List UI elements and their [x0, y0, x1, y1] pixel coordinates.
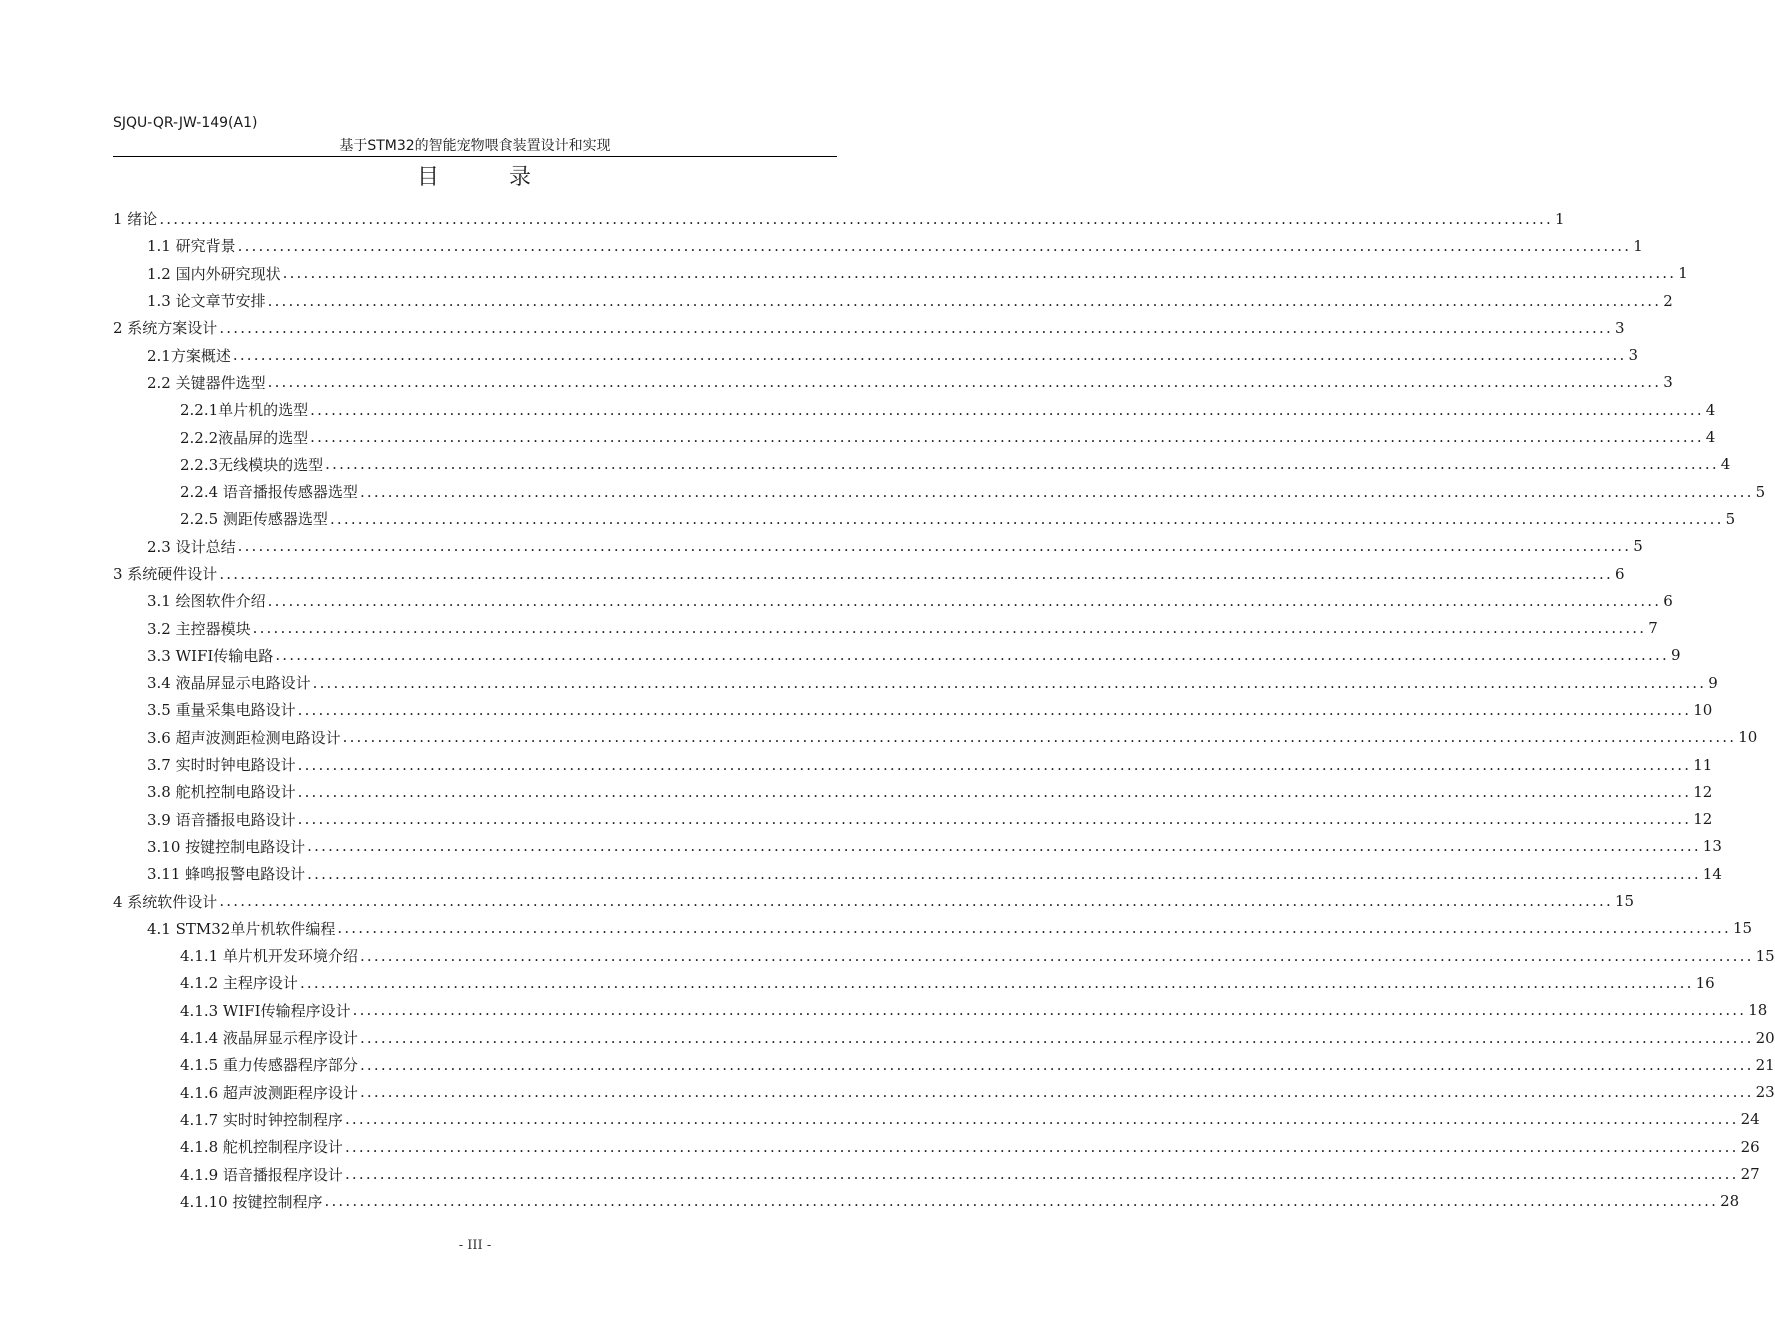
toc-entry[interactable]: [113, 505, 1736, 532]
toc-leader-dots: ........................................................................................................................................................................................................: [310, 400, 1704, 419]
toc-leader-dots: ........................................................................................................................................................................................................: [232, 346, 1627, 365]
toc-entry-title: 2.2.4 语音播报传感器选型: [180, 483, 358, 502]
toc-entry[interactable]: [113, 1133, 1760, 1160]
toc-entry-page: 20: [1755, 1028, 1775, 1047]
toc-entry[interactable]: [113, 451, 1731, 478]
toc-entry-title: 4.1.9 语音播报程序设计: [180, 1165, 343, 1184]
toc-entry[interactable]: [113, 314, 1625, 341]
toc-entry[interactable]: [113, 1188, 1740, 1215]
toc-entry-page: 18: [1748, 1001, 1768, 1020]
toc-entry-page: 15: [1732, 919, 1753, 938]
toc-entry[interactable]: [113, 969, 1715, 996]
toc-entry-page: 11: [1693, 755, 1713, 774]
toc-entry[interactable]: [113, 1160, 1760, 1187]
toc-entry[interactable]: [113, 1106, 1760, 1133]
toc-entry[interactable]: [113, 669, 1718, 696]
toc-leader-dots: ........................................................................................................................................................................................................: [344, 1110, 1739, 1129]
toc-entry[interactable]: [113, 341, 1639, 368]
toc-entry[interactable]: [113, 369, 1673, 396]
toc-entry-title: 2.3 设计总结: [147, 537, 236, 556]
table-of-contents: [113, 205, 1775, 1215]
toc-entry-title: 2 系统方案设计: [113, 319, 218, 338]
toc-entry-title: 3.7 实时时钟电路设计: [147, 756, 296, 775]
toc-entry[interactable]: [113, 915, 1753, 942]
toc-entry-page: 2: [1663, 291, 1673, 310]
toc-entry-title: 4.1.7 实时时钟控制程序: [180, 1110, 343, 1129]
toc-leader-dots: ........................................................................................................................................................................................................: [352, 1001, 1747, 1020]
toc-entry[interactable]: [113, 1079, 1775, 1106]
toc-entry-page: 6: [1663, 591, 1673, 610]
toc-entry-page: 15: [1755, 946, 1775, 965]
toc-entry-title: 3.9 语音播报电路设计: [147, 810, 296, 829]
toc-leader-dots: ........................................................................................................................................................................................................: [342, 728, 1737, 747]
toc-entry-title: 3.6 超声波测距检测电路设计: [147, 728, 341, 747]
toc-entry[interactable]: [113, 778, 1713, 805]
toc-entry-page: 5: [1725, 509, 1736, 528]
page-number: - III -: [458, 1238, 492, 1253]
toc-entry-page: 10: [1693, 700, 1713, 719]
toc-entry-title: 4.1.3 WIFI传输程序设计: [180, 1001, 351, 1020]
toc-entry-title: 4.1.10 按键控制程序: [180, 1192, 323, 1211]
toc-entry[interactable]: [113, 423, 1716, 450]
toc-entry-title: 4.1.8 舵机控制程序设计: [180, 1138, 343, 1157]
toc-leader-dots: ........................................................................................................................................................................................................: [324, 1192, 1719, 1211]
toc-entry-title: 3.4 液晶屏显示电路设计: [147, 674, 311, 693]
toc-entry[interactable]: [113, 205, 1565, 232]
toc-entry-page: 5: [1755, 482, 1766, 501]
toc-entry-page: 28: [1720, 1192, 1740, 1211]
toc-leader-dots: ........................................................................................................................................................................................................: [359, 1055, 1754, 1074]
header-rule: [113, 156, 837, 157]
toc-leader-dots: ........................................................................................................................................................................................................: [297, 782, 1692, 801]
toc-entry-title: 3.11 蜂鸣报警电路设计: [147, 865, 306, 884]
toc-entry[interactable]: [113, 260, 1688, 287]
toc-leader-dots: ........................................................................................................................................................................................................: [159, 209, 1553, 228]
toc-entry-title: 2.2.5 测距传感器选型: [180, 510, 328, 529]
toc-entry[interactable]: [113, 642, 1681, 669]
toc-leader-dots: ........................................................................................................................................................................................................: [359, 1083, 1754, 1102]
toc-entry-title: 3.8 舵机控制电路设计: [147, 783, 296, 802]
toc-entry[interactable]: [113, 942, 1775, 969]
toc-entry-page: 5: [1633, 537, 1643, 556]
toc-entry-title: 2.2.3无线模块的选型: [180, 455, 324, 474]
toc-entry-title: 4.1.1 单片机开发环境介绍: [180, 947, 358, 966]
toc-leader-dots: ........................................................................................................................................................................................................: [310, 428, 1704, 447]
toc-entry-page: 7: [1648, 619, 1658, 638]
toc-entry[interactable]: [113, 806, 1713, 833]
toc-entry-title: 1 绪论: [113, 210, 158, 229]
toc-entry-title: 3.3 WIFI传输电路: [147, 646, 274, 665]
toc-entry-title: 4.1 STM32单片机软件编程: [147, 919, 336, 938]
toc-entry-title: 2.2.2液晶屏的选型: [180, 428, 309, 447]
toc-leader-dots: ........................................................................................................................................................................................................: [312, 673, 1707, 692]
toc-entry[interactable]: [113, 287, 1673, 314]
toc-entry[interactable]: [113, 860, 1722, 887]
toc-entry-page: 9: [1670, 646, 1681, 665]
toc-entry[interactable]: [113, 614, 1658, 641]
toc-entry-title: 3.1 绘图软件介绍: [147, 592, 266, 611]
toc-entry-title: 3.2 主控器模块: [147, 619, 251, 638]
toc-leader-dots: ........................................................................................................................................................................................................: [267, 591, 1662, 610]
toc-leader-dots: ........................................................................................................................................................................................................: [219, 892, 1613, 911]
toc-leader-dots: ........................................................................................................................................................................................................: [275, 646, 1669, 665]
toc-entry-page: 3: [1628, 346, 1639, 365]
toc-entry[interactable]: [113, 533, 1643, 560]
toc-leader-dots: ........................................................................................................................................................................................................: [219, 318, 1613, 337]
toc-entry-page: 27: [1740, 1165, 1760, 1184]
toc-entry[interactable]: [113, 396, 1716, 423]
toc-entry-title: 4.1.4 液晶屏显示程序设计: [180, 1029, 358, 1048]
toc-title: [113, 160, 837, 191]
toc-leader-dots: ........................................................................................................................................................................................................: [297, 810, 1692, 829]
toc-title-char-2: 录: [509, 165, 534, 190]
toc-leader-dots: ........................................................................................................................................................................................................: [344, 1137, 1739, 1156]
toc-leader-dots: ........................................................................................................................................................................................................: [344, 1165, 1739, 1184]
toc-entry-title: 1.1 研究背景: [147, 237, 236, 256]
toc-entry-page: 1: [1633, 236, 1643, 255]
toc-leader-dots: ........................................................................................................................................................................................................: [252, 619, 1647, 638]
toc-entry-title: 1.2 国内外研究现状: [147, 264, 281, 283]
toc-entry-page: 21: [1755, 1055, 1775, 1074]
toc-entry-page: 4: [1705, 428, 1716, 447]
toc-entry-page: 15: [1614, 892, 1635, 911]
toc-entry[interactable]: [113, 997, 1768, 1024]
toc-entry-page: 6: [1614, 564, 1625, 583]
toc-entry[interactable]: [113, 887, 1635, 914]
toc-title-char-1: 目: [416, 165, 441, 190]
toc-leader-dots: ........................................................................................................................................................................................................: [307, 837, 1701, 856]
toc-entry-page: 3: [1614, 318, 1625, 337]
toc-entry-page: 14: [1702, 864, 1722, 883]
toc-entry[interactable]: [113, 560, 1625, 587]
toc-entry[interactable]: [113, 724, 1758, 751]
toc-leader-dots: ........................................................................................................................................................................................................: [297, 700, 1692, 719]
toc-leader-dots: ........................................................................................................................................................................................................: [282, 264, 1677, 283]
toc-entry-page: 10: [1738, 728, 1758, 747]
toc-leader-dots: ........................................................................................................................................................................................................: [359, 482, 1754, 501]
toc-entry-page: 4: [1720, 455, 1731, 474]
toc-entry-page: 9: [1708, 673, 1718, 692]
toc-entry-page: 12: [1693, 810, 1713, 829]
toc-entry-page: 24: [1740, 1110, 1760, 1129]
toc-entry-page: 12: [1693, 782, 1713, 801]
toc-leader-dots: ........................................................................................................................................................................................................: [237, 537, 1632, 556]
toc-entry-title: 3 系统硬件设计: [113, 565, 218, 583]
toc-leader-dots: ........................................................................................................................................................................................................: [359, 946, 1754, 965]
toc-entry-title: 4.1.6 超声波测距程序设计: [180, 1083, 358, 1102]
toc-entry-page: 4: [1705, 400, 1716, 419]
toc-entry-page: 1: [1678, 264, 1688, 283]
toc-entry-title: 4.1.2 主程序设计: [180, 974, 298, 993]
toc-leader-dots: ........................................................................................................................................................................................................: [267, 291, 1662, 310]
toc-leader-dots: ........................................................................................................................................................................................................: [299, 973, 1694, 992]
toc-entry-page: 1: [1554, 209, 1565, 228]
toc-leader-dots: ........................................................................................................................................................................................................: [359, 1028, 1754, 1047]
toc-entry-title: 3.5 重量采集电路设计: [147, 701, 296, 720]
toc-entry-page: 3: [1663, 373, 1673, 392]
toc-leader-dots: ........................................................................................................................................................................................................: [337, 919, 1731, 938]
toc-entry[interactable]: [113, 478, 1766, 505]
toc-entry-title: 2.2.1单片机的选型: [180, 401, 309, 420]
toc-entry-title: 2.1方案概述: [147, 346, 231, 365]
toc-entry-page: 26: [1740, 1137, 1760, 1156]
toc-entry[interactable]: [113, 232, 1643, 259]
toc-leader-dots: ........................................................................................................................................................................................................: [219, 564, 1613, 583]
toc-entry[interactable]: [113, 833, 1722, 860]
toc-entry-title: 3.10 按键控制电路设计: [147, 837, 306, 856]
toc-entry[interactable]: [113, 1024, 1775, 1051]
toc-entry[interactable]: [113, 696, 1713, 723]
running-header-title: 基于STM32的智能宠物喂食装置设计和实现: [339, 138, 611, 154]
toc-entry-title: 4.1.5 重力传感器程序部分: [180, 1056, 358, 1075]
toc-leader-dots: ........................................................................................................................................................................................................: [329, 509, 1724, 528]
toc-entry-page: 16: [1695, 973, 1715, 992]
toc-entry[interactable]: [113, 587, 1673, 614]
toc-leader-dots: ........................................................................................................................................................................................................: [237, 236, 1632, 255]
toc-leader-dots: ........................................................................................................................................................................................................: [297, 755, 1692, 774]
toc-entry-title: 2.2 关键器件选型: [147, 373, 266, 392]
toc-leader-dots: ........................................................................................................................................................................................................: [307, 864, 1701, 883]
toc-entry[interactable]: [113, 751, 1713, 778]
toc-entry-title: 4 系统软件设计: [113, 892, 218, 911]
toc-leader-dots: ........................................................................................................................................................................................................: [325, 455, 1719, 474]
document-code: SJQU-QR-JW-149(A1): [113, 115, 258, 131]
toc-leader-dots: ........................................................................................................................................................................................................: [267, 373, 1662, 392]
toc-entry[interactable]: [113, 1051, 1775, 1078]
toc-entry-page: 23: [1755, 1083, 1775, 1102]
toc-entry-page: 13: [1702, 837, 1722, 856]
toc-entry-title: 1.3 论文章节安排: [147, 292, 266, 311]
